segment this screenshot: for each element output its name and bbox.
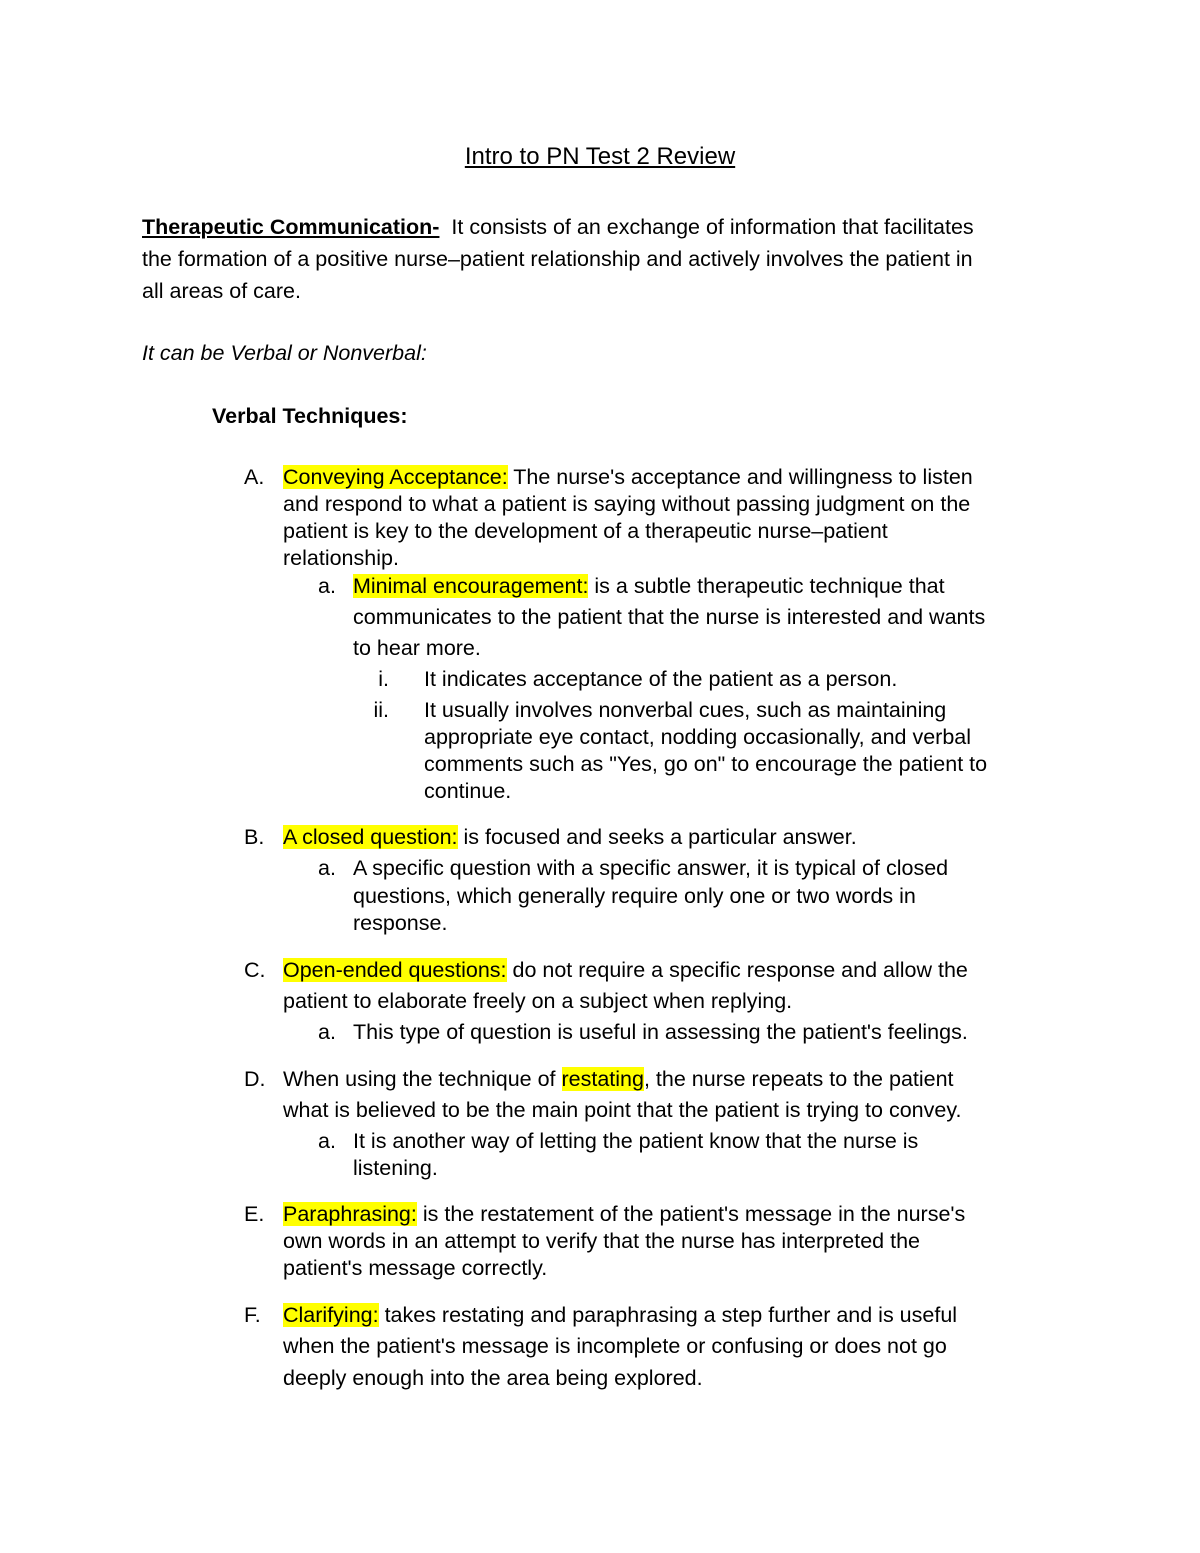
list-item-text <box>283 1303 957 1328</box>
list-marker: a. <box>318 856 336 880</box>
item-text: patient's message correctly. <box>283 1256 548 1280</box>
list-item-text <box>353 574 945 599</box>
highlighted-term: Open-ended questions: <box>283 958 507 982</box>
item-text: relationship. <box>283 546 399 570</box>
item-text: appropriate eye contact, nodding occasionally, and verbal <box>424 725 972 749</box>
item-text: communicates to the patient that the nurse is interested and wants <box>353 605 986 629</box>
highlighted-term: Minimal encouragement: <box>353 574 589 598</box>
list-marker: a. <box>318 1129 336 1153</box>
item-text: is the restatement of the patient's message in the nurse's <box>416 1202 966 1226</box>
verbal-or-nonverbal-note: It can be Verbal or Nonverbal: <box>142 341 427 365</box>
item-text: It usually involves nonverbal cues, such as maintaining <box>424 698 947 722</box>
list-marker: F. <box>244 1303 261 1327</box>
intro-term: Therapeutic Communication- <box>142 215 440 239</box>
item-text: It indicates acceptance of the patient as a person. <box>424 667 898 691</box>
intro-line: the formation of a positive nurse–patient relationship and actively involves the patient in <box>142 247 973 271</box>
list-marker: i. <box>378 667 389 691</box>
item-text: and respond to what a patient is saying without passing judgment on the <box>283 492 971 516</box>
list-item-text <box>283 465 973 490</box>
highlighted-term: Paraphrasing: <box>283 1202 417 1226</box>
list-item-text <box>283 1202 965 1227</box>
highlighted-term: A closed question: <box>283 825 458 849</box>
item-text: listening. <box>353 1156 438 1180</box>
item-text: , the nurse repeats to the patient <box>643 1067 954 1091</box>
list-marker: D. <box>244 1067 266 1091</box>
list-item-text <box>283 825 857 850</box>
item-text: response. <box>353 911 448 935</box>
list-item-text <box>283 958 968 983</box>
list-marker: ii. <box>373 698 389 722</box>
list-item-text <box>283 1067 954 1092</box>
item-text: This type of question is useful in assessing the patient's feelings. <box>353 1020 968 1044</box>
item-text: patient to elaborate freely on a subject when replying. <box>283 989 793 1013</box>
list-marker: E. <box>244 1202 265 1226</box>
list-marker: a. <box>318 1020 336 1044</box>
item-text: when the patient's message is incomplete or confusing or does not go <box>283 1334 947 1358</box>
item-text: patient is key to the development of a therapeutic nurse–patient <box>283 519 888 543</box>
item-text: When using the technique of <box>283 1067 562 1091</box>
item-text: continue. <box>424 779 512 803</box>
item-text: comments such as "Yes, go on" to encourage the patient to <box>424 752 988 776</box>
verbal-techniques-heading: Verbal Techniques: <box>212 404 408 428</box>
item-text: deeply enough into the area being explored. <box>283 1366 703 1390</box>
item-text: takes restating and paraphrasing a step further and is useful <box>378 1303 958 1327</box>
highlighted-term: Conveying Acceptance: <box>283 465 508 489</box>
item-text: is a subtle therapeutic technique that <box>588 574 945 598</box>
intro-line: all areas of care. <box>142 279 301 303</box>
item-text: do not require a specific response and allow the <box>506 958 968 982</box>
item-text: The nurse's acceptance and willingness to listen <box>507 465 973 489</box>
document-title: Intro to PN Test 2 Review <box>464 143 736 170</box>
item-text: own words in an attempt to verify that the nurse has interpreted the <box>283 1229 920 1253</box>
list-marker: C. <box>244 958 266 982</box>
item-text: what is believed to be the main point that the patient is trying to convey. <box>283 1098 962 1122</box>
item-text: A specific question with a specific answer, it is typical of closed <box>353 856 949 880</box>
highlighted-term: Clarifying: <box>283 1303 379 1327</box>
item-text: questions, which generally require only one or two words in <box>353 884 916 908</box>
item-text: is focused and seeks a particular answer. <box>457 825 857 849</box>
item-text: It is another way of letting the patient know that the nurse is <box>353 1129 919 1153</box>
intro-first-line <box>142 215 974 240</box>
item-text: to hear more. <box>353 636 481 660</box>
list-marker: B. <box>244 825 265 849</box>
intro-line: It consists of an exchange of information that facilitates <box>451 215 974 239</box>
list-marker: A. <box>244 465 265 489</box>
list-marker: a. <box>318 574 336 598</box>
highlighted-term: restating <box>561 1067 644 1091</box>
